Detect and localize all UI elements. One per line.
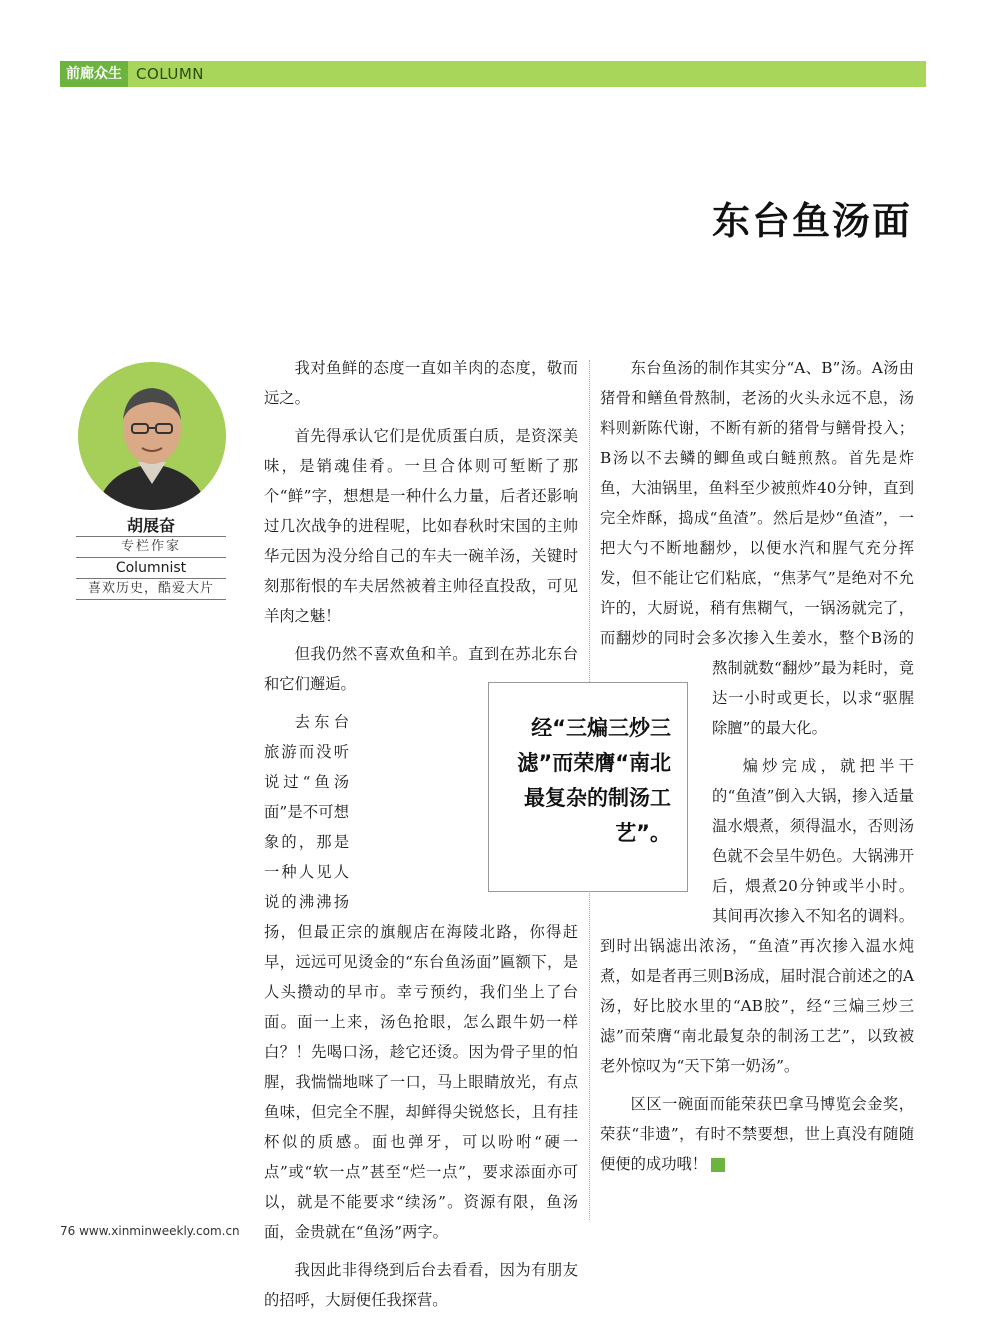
end-mark-icon: [711, 1158, 725, 1172]
website-url: www.xinminweekly.com.cn: [79, 1224, 240, 1238]
author-hobby: 喜欢历史，酷爱大片: [76, 579, 226, 600]
section-tag: 前廊众生: [60, 61, 128, 87]
author-role: 专栏作家: [76, 537, 226, 558]
paragraph: 煸炒完成，就把半干的“鱼渣”倒入大锅，掺入适量温水煨煮，须得温水，否则汤色就不会呈牛奶色。大锅沸开后，煨煮20分钟或半小时。其间再次掺入不知名的调料。到时出锅滤出浓汤，“鱼渣”再次掺入温水炖煮，如是者再三则B汤成，届时混合前述之的A汤，好比胶水里的“AB胶”，经“三煸三炒三滤”而荣膺“南北最复杂的制汤工艺”，以致被老外惊叹为“天下第一奶汤”。: [600, 757, 914, 1075]
author-role-en: Columnist: [76, 558, 226, 579]
author-info: [76, 516, 226, 600]
paragraph: 我对鱼鲜的态度一直如羊肉的态度，敬而远之。: [264, 359, 578, 407]
pull-quote: 经“三煸三炒三滤”而荣膺“南北最复杂的制汤工艺”。: [488, 682, 688, 892]
page-number: 76: [60, 1224, 76, 1238]
footer: [60, 1224, 240, 1238]
paragraph: 东台鱼汤的制作其实分“A、B”汤。A汤由猪骨和鳝鱼骨熬制，老汤的火头永远不息，汤料则新陈代谢，不断有新的猪骨与鳝骨投入；B汤以不去鳞的鲫鱼或白鲢煎熬。首先是炸鱼，大油锅里，鱼料至少被煎炸40分钟，直到完全炸酥，捣成“鱼渣”。然后是炒“鱼渣”，一把大勺不断地翻炒，以便水汽和腥气充分挥发，但不能让它们粘底，“焦茅气”是绝对不允许的，大厨说，稍有焦糊气，一锅汤就完了，而翻炒的同时会多次掺入生姜水，整个B汤的熬制就数“翻炒”最为耗时，竟达一小时或更长，以求“驱腥除膻”的最大化。: [600, 359, 914, 737]
closing-paragraph: 区区一碗面而能荣获巴拿马博览会金奖，荣获“非遗”，有时不禁要想，世上真没有随随便便的成功哦！: [600, 1095, 914, 1173]
column-label: COLUMN: [136, 65, 205, 83]
author-photo: [78, 362, 226, 510]
portrait-illustration: [78, 362, 226, 510]
paragraph: 我因此非得绕到后台去看看，因为有朋友的招呼，大厨便任我探营。: [264, 1261, 578, 1309]
paragraph: 但我仍然不喜欢鱼和羊。直到在苏北东台和它们邂逅。: [264, 645, 578, 693]
article-title: 东台鱼汤面: [711, 198, 912, 243]
paragraph: 去东台旅游而没听说过“鱼汤面”是不可想象的，那是一种人见人说的沸沸扬扬，但最正宗的旗舰店在海陵北路，你得赶早，远远可见烫金的“东台鱼汤面”匾额下，是人头攒动的早市。幸亏预约，我们坐上了台面。面一上来，汤色抢眼，怎么跟牛奶一样白？！先喝口汤，趁它还烫。因为骨子里的怕腥，我惴惴地咪了一口，马上眼睛放光，有点鱼味，但完全不腥，却鲜得尖锐悠长，且有挂杯似的质感。面也弹牙，可以吩咐“硬一点”或“软一点”甚至“烂一点”，要求添面亦可以，就是不能要求“续汤”。资源有限，鱼汤面，金贵就在“鱼汤”两字。: [264, 713, 578, 1241]
author-name: 胡展奋: [76, 516, 226, 537]
header-bar: [60, 61, 926, 87]
paragraph: 首先得承认它们是优质蛋白质，是资深美味，是销魂佳肴。一旦合体则可堑断了那个“鲜”字，想想是一种什么力量，后者还影响过几次战争的进程呢，比如春秋时宋国的主帅华元因为没分给自己的车夫一碗羊汤，关键时刻那衔恨的车夫居然被着主帅径直投敌，可见羊肉之魅！: [264, 427, 578, 625]
paragraph: [600, 1089, 914, 1179]
